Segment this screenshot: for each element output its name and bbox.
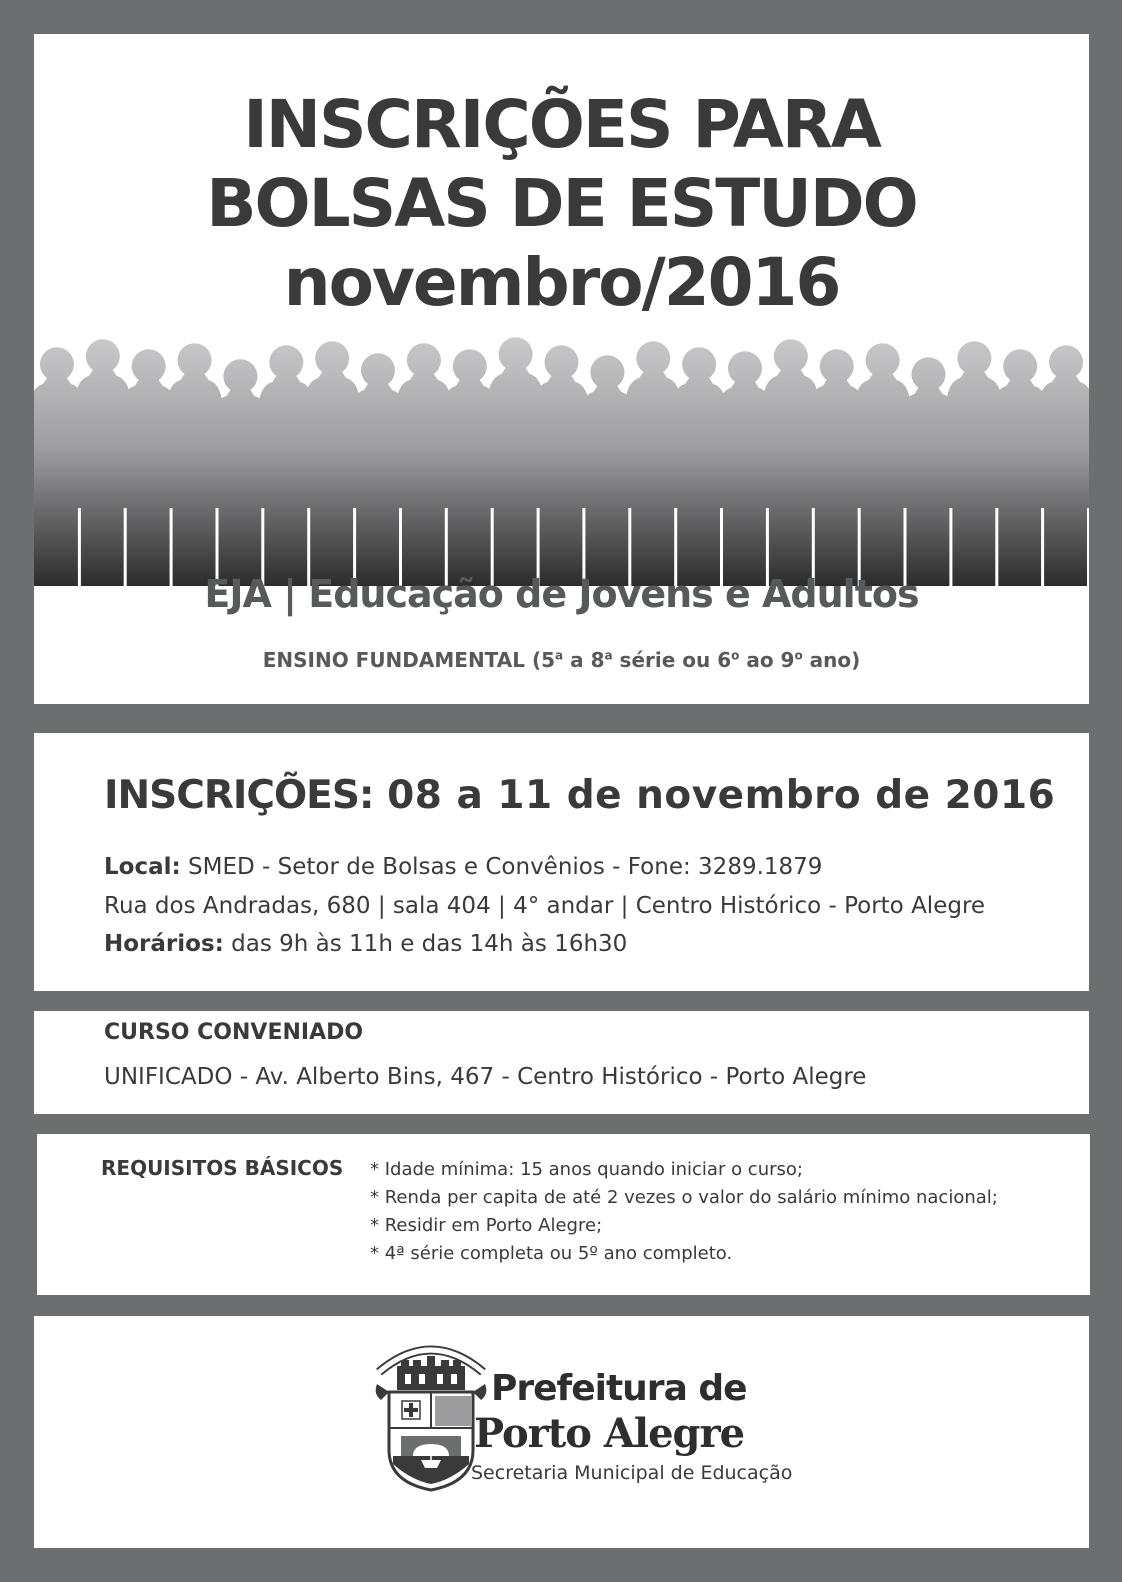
requirement-item: * Idade mínima: 15 anos quando iniciar o curso; [370,1159,803,1180]
level-mid-1: a 8 [563,648,605,672]
footer-title-line-1: Prefeitura de [491,1368,747,1409]
requirement-item: * Renda per capita de até 2 vezes o valor do salário mínimo nacional; [370,1187,998,1208]
level-sup-4: o [794,648,803,663]
level-mid-3: ao 9 [739,648,795,672]
local-label: Local: [104,854,181,880]
local-value: SMED - Setor de Bolsas e Convênios - Fone: 3289.1879 [180,854,823,880]
crowd-silhouette-image [34,318,1089,586]
level-detail-close: ano) [802,648,861,672]
hours-label: Horários: [104,931,224,957]
course-address: UNIFICADO - Av. Alberto Bins, 467 - Centro Histórico - Porto Alegre [104,1064,867,1090]
registration-local [104,854,822,880]
level-label: ENSINO FUNDAMENTAL [262,648,525,672]
course-heading: CURSO CONVENIADO [104,1020,364,1045]
course-panel [34,1011,1089,1114]
title-line-1: INSCRIÇÕES PARA [243,86,880,163]
level-sup-2: a [604,648,613,663]
footer-panel [34,1316,1089,1548]
registration-panel [34,733,1089,991]
registration-heading [104,773,1055,818]
hours-value: das 9h às 11h e das 14h às 16h30 [223,931,628,957]
program-name: EJA | Educação de Jovens e Adultos [204,572,919,616]
requirement-item: * Residir em Porto Alegre; [370,1215,603,1236]
footer-title-line-2: Porto Alegre [474,1410,745,1457]
crowd-figures-shape [34,337,1089,586]
requirements-list [370,1156,998,1268]
registration-dates: 08 a 11 de novembro de 2016 [387,773,1056,818]
footer-department: Secretaria Municipal de Educação [471,1462,793,1484]
registration-label: INSCRIÇÕES: [104,773,374,818]
level-sup-1: a [555,648,564,663]
requirements-panel [37,1134,1090,1295]
title-line-2: BOLSAS DE ESTUDO [206,165,917,242]
education-level [34,648,1089,672]
registration-hours [104,931,627,957]
level-sup-3: o [731,648,740,663]
level-detail-open: (5 [531,648,556,672]
requirements-heading: REQUISITOS BÁSICOS [101,1156,344,1180]
requirement-item: * 4ª série completa ou 5º ano completo. [370,1243,733,1264]
registration-address: Rua dos Andradas, 680 | sala 404 | 4° andar | Centro Histórico - Porto Alegre [104,893,986,919]
title-line-3: novembro/2016 [283,244,840,321]
header-panel [34,34,1089,704]
level-mid-2: série ou 6 [612,648,732,672]
